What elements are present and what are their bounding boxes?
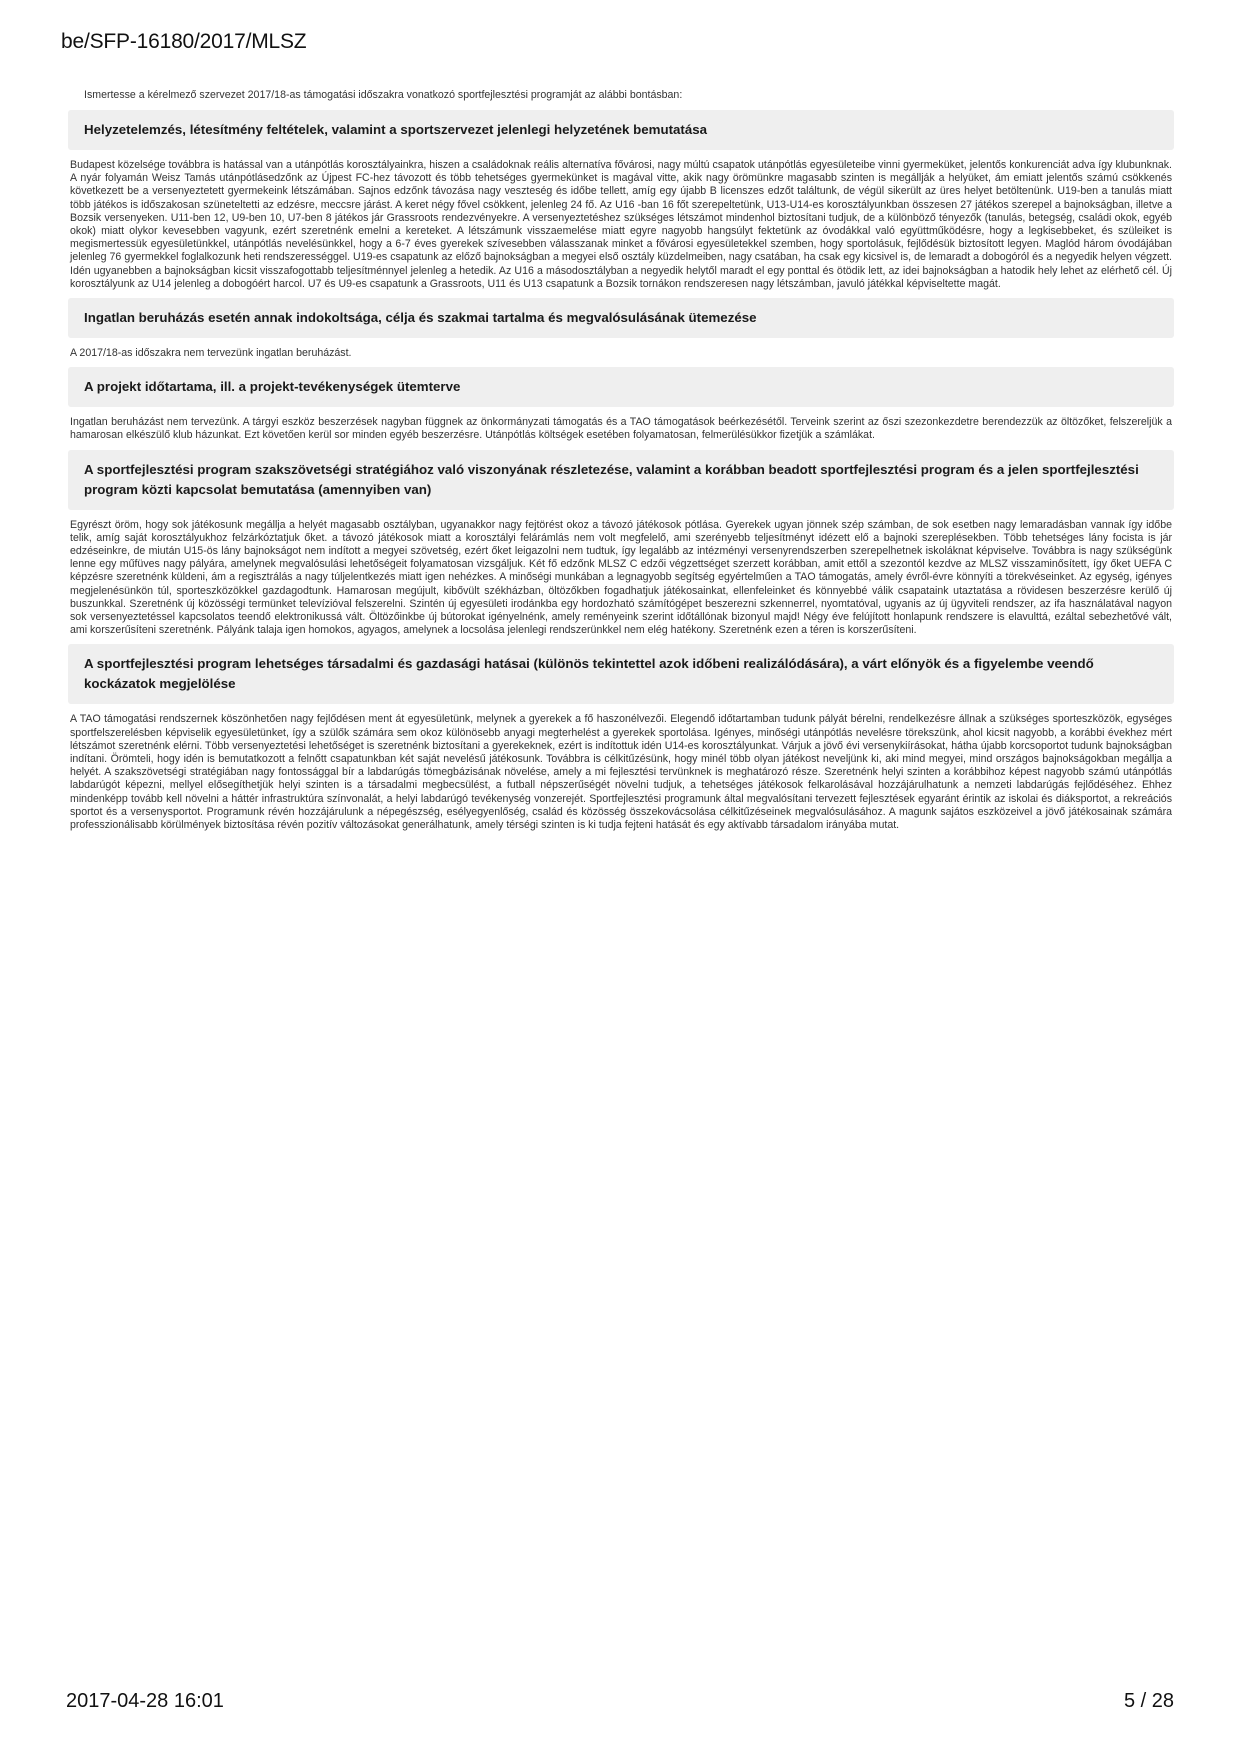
document-id: be/SFP-16180/2017/MLSZ: [61, 30, 307, 53]
section-heading-real-estate: Ingatlan beruházás esetén annak indokoltsága, célja és szakmai tartalma és megvalósulásának ütemezése: [68, 298, 1174, 338]
section-body-strategy: Egyrészt öröm, hogy sok játékosunk megállja a helyét magasabb osztályban, ugyanakkor nagy fejtörést okoz a távozó játékosok pótlása. Gyerekek ugyan jönnek szép számban, de sok esetben nagy lemaradásban vannak így időbe telik, amíg saját korosztályukhoz felzárkóztatjuk őket. a távozó játékosok miatt a korosztályi felárámlás nem volt megfelelő, ami szerényebb teljesítményt idézett elő a bajnoki szereplésekben. Több tehetséges lány focista is jár edzéseinkre, de miután U15-ös lány bajnokságot nem indított a megyei szövetség, ezért őket leigazolni nem tudtuk, így legalább az intézményi versenyrendszerben szerepelhetnek iskoláknat képviselve. Továbbra is nagy szükségünk lenne egy műfüves nagy pályára, amelynek megvalósulási lehetőségeit folyamatosan vizsgáljuk. Két fő edzőnk MLSZ C edzői végzettséget szerzett korábban, amit ettől a szezontól kezdve az MLSZ visszaminősített, így őket UEFA C képzésre szeretnénk küldeni, ám a regisztrálás a nagy túljelentkezés miatt igen nehézkes. A minőségi munkában a legnagyobb segítség egyértelműen a TAO támogatás, amely évről-évre könnyíti a törekvéseinket. Az egység, igényes megjelenésünkön túl, sporteszközökkel gazdagodtunk. Hamarosan megújult, kibővült székházban, öltözőkben fogadhatjuk játékosainkat, ellenfeleinket és könnyebbé válik csapataink utaztatása a rövidesen beszerzésre kerülő új buszunkkal. Szeretnénk új közösségi termünket televízióval felszerelni. Szintén új egyesületi irodánkba egy hordozható számítógépet beszerezni szkennerrel, nyomtatóval, ugyanis az új ügyviteli rendszer, az ifa használatával nagyon sok versenyeztetéssel kapcsolatos teendő elektronikussá vált. Öltözőinkbe új bútorokat igényelnénk, amely reményeink szerint időtállónak bizonyul majd! Négy éve felújított honlapunk rendszere is elavulttá, ezáltal sebezhetővé vált, ami korszerűsíteni szeretnénk. Pályánk talaja igen homokos, agyagos, amelynek a locsolása jelenlegi rendszerünkkel nem elég hatékony. Szeretnénk ezen a téren is korszerűsíteni.: [70, 518, 1172, 637]
section-heading-project-schedule: A projekt időtartama, ill. a projekt-tevékenységek ütemterve: [68, 367, 1174, 407]
section-body-impacts: A TAO támogatási rendszernek köszönhetően nagy fejlődésen ment át egyesületünk, melynek a gyerekek a fő haszonélvezői. Elegendő időtartamban tudunk pályát bérelni, rendelkezésre állnak a szükséges sporteszközök, egységes sportfelszerelésben képviselik egyesületünket, így a szülők számára sem okoz különösebb anyagi megterhelést a gyerekek sportolása. Igényes, minőségi utánpótlás nevelésre törekszünk, ahol kicsit nagyobb, a korábbi évekhez mért létszámot szeretnénk elérni. Több versenyeztetési lehetőséget is szeretnénk biztosítani a gyerekeknek, ezért is indítottuk idén U14-es korosztályunkat. Várjuk a jövő évi versenykiírásokat, hátha újabb korcsoportot tudunk bajnokságban indítani. Örömteli, hogy idén is bemutatkozott a felnőtt csapatunkban két saját nevelésű játékosunk. Továbbra is célkitűzésünk, hogy minél több olyan játékost neveljünk ki, aki mind megyei, mind országos bajnokságokban megállja a helyét. A szakszövetségi stratégiában nagy fontossággal bír a labdarúgás tömegbázisának növelése, amely a mi fejlesztési tervünknek is meghatározó része. Szeretnénk helyi szinten a korábbihoz képest nagyobb számú utánpótlás labdarúgót képezni, mellyel elősegíthetjük helyi szinten is a társadalmi megbecsülést, a futball népszerűségét növelni tudjuk, a tehetséges játékosok felkarolásával hozzájárulhatunk a nemzeti labdarúgás fejlődéséhez. Ehhez mindenképp tovább kell növelni a háttér infrastruktúra színvonalát, a helyi labdarúgó tevékenység vonzerejét. Sportfejlesztési programunk által megvalósítani tervezett fejlesztések egyaránt érintik az iskolai és diáksportot, a rekreációs sportot és a versenysportot. Programunk révén hozzájárulunk a népegészség, esélyegyenlőség, család és közösség összekovácsolása célkitűzéseinek megvalósulásához. A magunk sajátos eszközeivel a jövő játékosainak számára professzionálisabb körülmények biztosítása révén pozitív változásokat generálhatunk, amely térségi szinten is ki tudja fejteni hatását és egy aktívabb társadalom irányába mutat.: [70, 713, 1172, 832]
footer-page-number: 5 / 28: [1123, 1690, 1174, 1712]
section-body-project-schedule: Ingatlan beruházást nem tervezünk. A tárgyi eszköz beszerzések nagyban függnek az önkormányzati támogatás és a TAO támogatások beérkezésétől. Terveink szerint az őszi szezonkezdetre berendezzük az öltözőket, felszereljük a hamarosan elkészülő klub házunkat. Ezt követően kerül sor minden egyéb beszerzésre. Utánpótlás költségek esetében folyamatosan, felmerülésükkor fizetjük a számlákat.: [70, 416, 1172, 442]
section-body-real-estate: A 2017/18-as időszakra nem tervezünk ingatlan beruházást.: [70, 347, 352, 360]
section-heading-strategy: A sportfejlesztési program szakszövetségi stratégiához való viszonyának részletezése, valamint a korábban beadott sportfejlesztési program és a jelen sportfejlesztési program közti kapcsolat bemutatása (amennyiben van): [68, 450, 1174, 510]
footer-timestamp: 2017-04-28 16:01: [66, 1690, 224, 1712]
section-heading-impacts: A sportfejlesztési program lehetséges társadalmi és gazdasági hatásai (különös tekintettel azok időbeni realizálódására), a várt előnyök és a figyelembe veendő kockázatok megjelölése: [68, 644, 1174, 704]
document-content: [68, 88, 1174, 839]
intro-text: Ismertesse a kérelmező szervezet 2017/18-as támogatási időszakra vonatkozó sportfejlesztési programját az alábbi bontásban:: [84, 89, 683, 101]
section-body-situation: Budapest közelsége továbbra is hatással van a utánpótlás korosztályainkra, hiszen a családoknak reális alternatíva fővárosi, nagy múltú csapatok utánpótlás egyesületeibe vinni gyermeküket, jelentős konkurenciát adva így klubunknak. A nyár folyamán Weisz Tamás utánpótlásedzőnk az Újpest FC-hez távozott és több tehetséges gyermekünket is magával vitte, akik nagy örömünkre magasabb szinten is megállják a helyüket, ám emiatt jelentős számú csökkenés következett be a versenyeztetett gyermekeink létszámában. Sajnos edzőnk távozása nagy veszteség és időbe tellett, amíg egy újabb B licenszes edzőt találtunk, de végül sikerült az üres helyet betöltenünk. U19-ben a tanulás miatt több játékos is időszakosan szüneteltetti az edzésre, meccsre járást. A keret négy fővel csökkent, jelenleg 24 fő. Az U16 -ban 16 főt szerepeltetünk, U13-U14-es korosztályunkban összesen 27 játékos szerepel a bajnokságban, illetve a Bozsik versenyeken. U11-ben 12, U9-ben 10, U7-ben 8 játékos jár Grassroots rendezvényekre. A versenyeztetéshez szükséges létszámot mindenhol biztosítani tudjuk, de a különböző tényezők (tanulás, betegség, családi okok, egyéb okok) miatt olykor kevesebben vagyunk, ezért szeretnénk emelni a kereteket. A létszámunk visszaemelése miatt egyre nagyobb hangsúlyt fektetünk az óvodákkal való együttműködésre, hogy a legkisebbeket, és szüleiket is megismertessük egyesületünkkel, utánpótlás nevelésünkkel, hogy a 6-7 éves gyerekek szívesebben válasszanak minket a fővárosi egyesületekkel szemben, hogy sportolásuk, fejlődésük biztosított legyen. Maglód három óvodájában jelenleg 76 gyermekkel foglalkozunk heti rendszerességgel. U19-es csapatunk az előző bajnokságban a megyei első osztály küzdelmeiben, nagy csatában, ha csak egy kicsivel is, de lemaradt a dobogóról és a negyedik helyen végzett. Idén ugyanebben a bajnokságban kicsit visszafogottabb teljesítménnyel jelenleg a hetedik. Az U16 a másodosztályban a negyedik helytől maradt el egy ponttal és ötödik lett, az idei bajnokságban a hatodik hely lehet az elérhető cél. Új korosztályunk az U14 jelenleg a dobogóért harcol. U7 és U9-es csapatunk a Grassroots, U11 és U13 csapatunk a Bozsik tornákon rendszeresen nagy létszámban, javuló játékkal képviseltette magát.: [70, 159, 1172, 290]
section-heading-situation: Helyzetelemzés, létesítmény feltételek, valamint a sportszervezet jelenlegi helyzetének bemutatása: [68, 110, 1174, 150]
